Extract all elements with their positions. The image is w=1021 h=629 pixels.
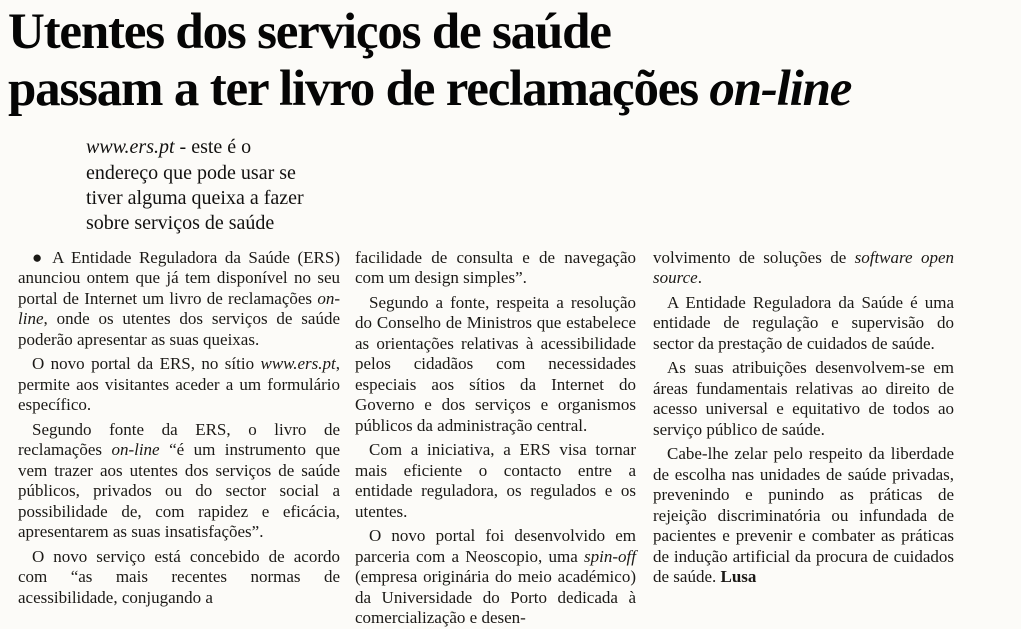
text-run: .	[697, 268, 702, 288]
text-run: Segundo a fonte, respeita a resolução do Conselho de Ministros que estabelece as orientações relativas à acessibilidade pelos cidadãos com necessidades especiais aos sítios da Internet do Governo e dos serviços e organismos públicos da administração central.	[355, 292, 636, 435]
lead-paragraph	[86, 135, 326, 237]
headline-line-2	[8, 61, 1021, 118]
text-run: Cabe-lhe zelar pelo respeito da liberdade de escolha nas unidades de saúde privadas, prevenindo e punindo as práticas de rejeição discriminatória ou infundada de pacientes e prevenir e combater as práticas de indução artificial da procura de cuidados de saúde.	[653, 444, 954, 587]
bullet-glyph: ●	[32, 247, 53, 267]
text-run: A Entidade Reguladora da Saúde é uma entidade de regulação e supervisão do sector da prestação de cuidados de saúde.	[653, 292, 954, 353]
text-run: volvimento de soluções de	[653, 247, 855, 267]
paragraph	[355, 248, 636, 289]
body-column-1	[18, 248, 340, 629]
text-run: A Entidade Reguladora da Saúde (ERS) anunciou ontem que já tem disponível no seu portal de Internet um livro de reclamações	[18, 247, 340, 308]
paragraph	[355, 440, 636, 522]
text-run: software open source	[653, 247, 954, 288]
paragraph	[653, 293, 954, 355]
text-run: Segundo fonte da ERS, o livro de reclamações	[18, 419, 340, 460]
text-run: As suas atribuições desenvolvem-se em áreas fundamentais relativas ao direito de acesso universal e equitativo de todos ao serviço público de saúde.	[653, 358, 954, 439]
paragraph	[18, 248, 340, 351]
text-run: passam a ter livro de reclamações	[8, 61, 710, 118]
text-run: www.ers.pt	[260, 354, 336, 374]
paragraph	[18, 420, 340, 543]
text-run: on-line	[18, 288, 340, 329]
headline	[8, 4, 1021, 118]
text-run: spin-off	[584, 546, 636, 566]
text-run: , permite aos visitantes aceder a um formulário específico.	[18, 354, 340, 415]
headline-line-1: Utentes dos serviços de saúde	[8, 4, 611, 60]
paragraph	[653, 444, 954, 588]
body-column-3	[653, 248, 954, 629]
body-column-2	[355, 248, 636, 629]
paragraph	[18, 547, 340, 609]
article-body	[18, 248, 1021, 629]
paragraph	[18, 354, 340, 416]
text-run: “é um instrumento que vem trazer aos utentes dos serviços de saúde públicos, privados ou do sector social a possibilidade de, com rapidez e eficácia, apresentarem as suas insatisfações”.	[18, 440, 340, 542]
paragraph	[355, 293, 636, 437]
paragraph	[653, 248, 954, 289]
text-run: on-line	[709, 61, 852, 118]
paragraph	[653, 358, 954, 440]
news-agency-credit: Lusa	[720, 567, 757, 587]
text-run: O novo serviço está concebido de acordo com “as mais recentes normas de acessibilidade, conjugando a	[18, 546, 340, 607]
text-run: , onde os utentes dos serviços de saúde poderão apresentar as suas queixas.	[18, 309, 340, 349]
text-run: facilidade de consulta e de navegação com um design simples”.	[355, 247, 636, 288]
text-run: www.ers.pt	[86, 136, 175, 159]
paragraph	[355, 526, 636, 629]
text-run: on-line	[111, 440, 160, 460]
text-run: O novo portal da ERS, no sítio	[32, 354, 261, 374]
text-run: Com a iniciativa, a ERS visa tornar mais eficiente o contacto entre a entidade reguladora, os regulados e os utentes.	[355, 440, 636, 521]
text-run: O novo portal foi desenvolvido em parceria com a Neoscopio, uma	[355, 526, 636, 566]
text-run: - este é o endereço que pode usar se tiver alguma queixa a fazer sobre serviços de saúde	[86, 136, 304, 235]
text-run: (empresa originária do meio académico) da Universidade do Porto dedicada à comercialização e desen-	[355, 567, 636, 628]
